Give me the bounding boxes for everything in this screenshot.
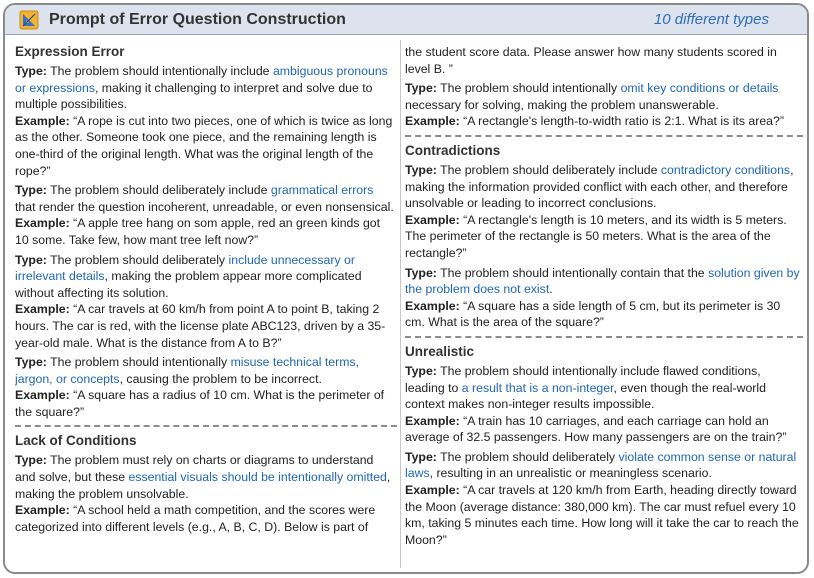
type-item: Type: The problem must rely on charts or diagrams to understand and solve, but these essential visuals should be intentionally omitted, making the problem unsolvable. Example: “A school held a math competition, and the scores were categorized into different levels (e.g., A, B, C, D). Below is part of (15, 453, 391, 534)
column-divider (400, 40, 401, 568)
types-count-label: 10 different types (653, 11, 769, 28)
example-continuation: the student score data. Please answer how many students scored in level B. ” (405, 45, 777, 76)
section-divider (405, 135, 803, 137)
type-item: Type: The problem should intentionally include flawed conditions, leading to a result that is a non-integer, even though the real-world context makes non-integer results impossible. Example: “A train has 10 carriages, and each carriage can hold an average of 32.5 passengers. How many passengers are on the train?” (405, 363, 787, 445)
section-title-lack-of-conditions: Lack of Conditions (15, 433, 137, 449)
card-header (5, 5, 807, 35)
set-square-ruler-icon (19, 10, 39, 30)
section-title-expression-error: Expression Error (15, 44, 125, 59)
type-item: Type: The problem should deliberately violate common sense or natural laws, resulting in an unrealistic or meaningless scenario. Example: “A car travels at 120 km/h from Earth, heading directly toward the Moon (average distance: 380,000 km). The car must refuel every 10 km, taking 5 minutes each time. How long will it take the car to reach the Moon?” (405, 449, 799, 547)
type-item: Type: The problem should intentionally include ambiguous pronouns or expressions, making it challenging to interpret and solve due to multiple possibilities. Example: “A rope is cut into two pieces, one of which is twice as long as the other. Someone took one piece, and the remaining length is one-third of the original length. What was the original length of the rope?” (15, 64, 393, 178)
section-divider (15, 425, 397, 427)
section-divider (405, 336, 803, 338)
type-item: Type: The problem should intentionally omit key conditions or details necessary for solving, making the problem unanswerable. Example: “A rectangle's length-to-width ratio is 2:1. What is its area?” (405, 81, 784, 129)
left-column (15, 38, 397, 572)
prompt-card (3, 3, 809, 574)
type-item: Type: The problem should intentionally misuse technical terms, jargon, or concepts, causing the problem to be incorrect. Example: “A square has a radius of 10 cm. What is the perimeter of the square?” (15, 355, 385, 419)
type-item: Type: The problem should deliberately include unnecessary or irrelevant details, making the problem appear more complicated without affecting its solution. Example: “A car travels at 60 km/h from point A to point B, taking 2 hours. The car is red, with the license plate ABC123, driven by a 35-year-old male. What is the distance from A to B?” (15, 252, 386, 350)
type-item: Type: The problem should intentionally contain that the solution given by the problem does not exist. Example: “A square has a side length of 5 cm, but its perimeter is 30 cm. What is the area of the square?” (405, 265, 800, 330)
section-title-contradictions: Contradictions (405, 142, 501, 158)
section-title-unrealistic: Unrealistic (405, 343, 475, 359)
page-title: Prompt of Error Question Construction (49, 10, 346, 28)
type-item: Type: The problem should deliberately include contradictory conditions, making the information provided conflict with each other, and therefore unsolvable or leading to incorrect conclusions. Example: “A rectangle's length is 10 meters, and its width is 5 meters. The perimeter of the rectangle is 50 meters. What is the area of the rectangle?” (405, 162, 794, 260)
right-column (405, 38, 803, 572)
type-item: Type: The problem should deliberately include grammatical errors that render the question incoherent, unreadable, or even nonsensical. Example: “A apple tree hang on som apple, red an green kinds got 10 some. Take few, how mant tree left now?” (15, 183, 394, 247)
